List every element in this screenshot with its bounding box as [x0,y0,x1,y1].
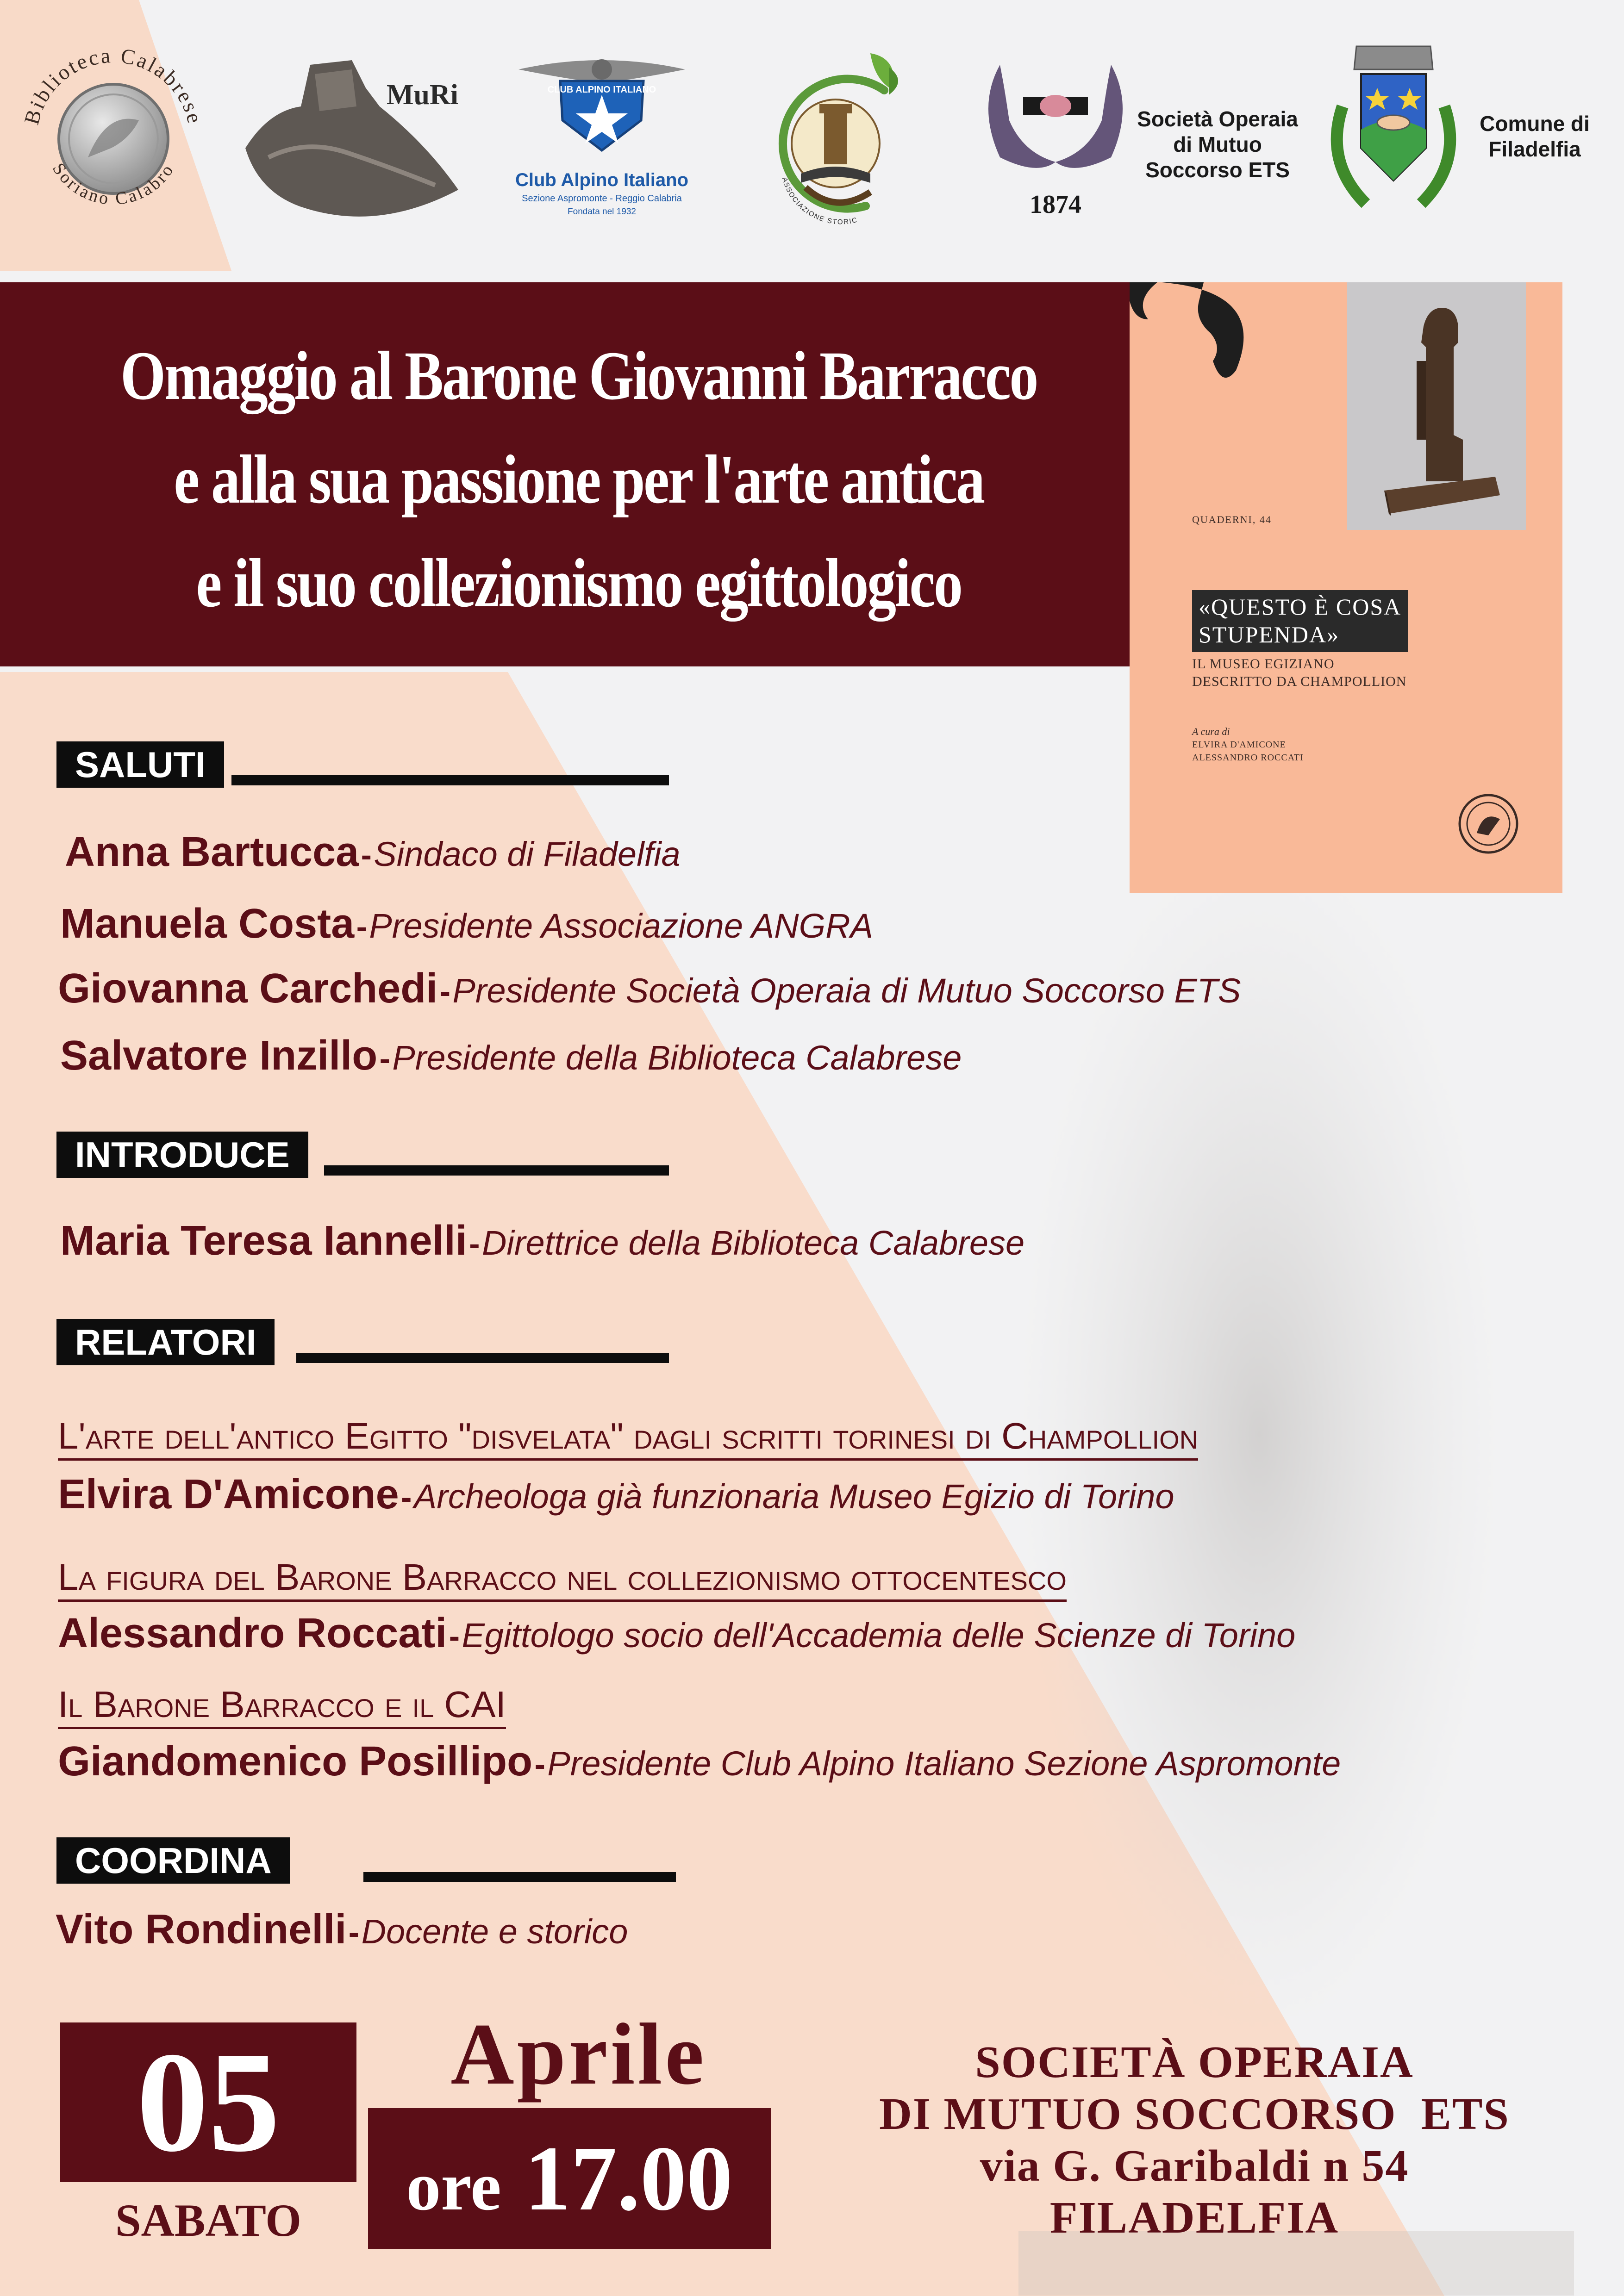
saluti-entry-2 [60,900,873,948]
separator: - [356,908,367,945]
speaker-name: Alessandro Roccati [58,1610,447,1656]
title-line-3: e il suo collezionismo egittologico [196,545,962,622]
section-introduce: INTRODUCE [56,1132,308,1178]
saluti-entry-1 [65,828,681,876]
speaker-name: Maria Teresa Iannelli [60,1218,467,1264]
cai-title: Club Alpino Italiano [515,170,689,190]
relatori-entry-3 [58,1738,1341,1786]
venue-line-4: FILADELFIA [1049,2193,1339,2243]
book-subtitle-line-2: DESCRITTO DA CHAMPOLLION [1192,674,1407,689]
event-month: Aprile [450,2006,707,2103]
event-time-prefix: ore [406,2148,501,2225]
event-time-box [368,2108,771,2249]
separator: - [534,1746,545,1782]
venue-line-1: SOCIETÀ OPERAIA [975,2037,1414,2087]
section-saluti-rule [231,775,669,785]
speaker-role: Presidente Club Alpino Italiano Sezione Aspromonte [547,1744,1341,1783]
speaker-name: Elvira D'Amicone [58,1471,399,1518]
speaker-name: Giovanna Carchedi [58,965,438,1012]
speaker-name: Giandomenico Posillipo [58,1738,533,1785]
book-title-line-1: «QUESTO È COSA [1199,594,1402,620]
angra-tower-icon [750,39,917,234]
section-saluti: SALUTI [56,741,224,788]
venue-line-3: via G. Garibaldi n 54 [980,2141,1409,2191]
academy-seal-icon [1456,791,1521,856]
venue-line-2: DI MUTUO SOCCORSO ETS [879,2089,1510,2139]
laurel-handshake-icon [972,51,1139,180]
svg-text:Biblioteca Calabrese: Biblioteca Calabrese [19,43,207,127]
separator: - [361,837,372,873]
speaker-role: Presidente Associazione ANGRA [369,907,873,945]
cai-subtitle: Sezione Aspromonte - Reggio Calabria [522,193,682,204]
title-line-1: Omaggio al Barone Giovanni Barracco [120,337,1037,414]
coat-of-arms-icon [1324,42,1463,227]
book-editor-2: ALESSANDRO ROCCATI [1192,753,1304,763]
section-coordina-rule [363,1872,676,1882]
separator: - [379,1040,390,1076]
svg-text:ASSOCIAZIONE STORICO CULTURALE: ASSOCIAZIONE STORIC [781,176,859,226]
book-editor-label: A cura di [1192,726,1230,737]
event-time: 17.00 [524,2128,733,2230]
speaker-role: Direttrice della Biblioteca Calabrese [481,1224,1025,1262]
introduce-entry [60,1217,1024,1265]
book-editor-1: ELVIRA D'AMICONE [1192,740,1286,750]
event-weekday: SABATO [115,2195,301,2246]
angra-logo [750,39,917,234]
speaker-name: Vito Rondinelli [56,1906,347,1953]
coordina-entry [56,1906,628,1954]
event-venue [847,2036,1542,2244]
muri-logo-text: MuRi [387,79,458,111]
talk-title-3: Il Barone Barracco e il CAI [58,1682,506,1729]
speaker-role: Sindaco di Filadelfia [374,835,681,873]
separator: - [469,1226,480,1262]
book-subtitle-line-1: IL MUSEO EGIZIANO [1192,656,1335,672]
biblioteca-calabrese-seal [19,42,208,231]
speaker-role: Archeologa già funzionaria Museo Egizio di Torino [413,1477,1174,1516]
separator: - [401,1479,412,1515]
speaker-name: Manuela Costa [60,901,355,947]
cai-founded: Fondata nel 1932 [568,207,636,217]
book-series: QUADERNI, 44 [1192,514,1272,525]
section-relatori-rule [296,1353,669,1363]
cai-eagle-shield-icon [500,51,704,153]
seal-icon [19,42,208,231]
event-title [116,324,1041,635]
book-title-line-2: STUPENDA» [1199,622,1340,647]
speaker-role: Docente e storico [361,1912,628,1951]
saluti-entry-4 [60,1032,962,1080]
separator: - [439,973,451,1009]
speaker-name: Salvatore Inzillo [60,1033,378,1079]
relatori-entry-1 [58,1471,1174,1518]
talk-title-2: La figura del Barone Barracco nel collezionismo ottocentesco [58,1555,1067,1602]
title-line-2: e alla sua passione per l'arte antica [174,441,984,518]
club-alpino-logo [500,51,704,227]
speaker-role: Egittologo socio dell'Accademia delle Scienze di Torino [462,1616,1296,1655]
societa-name: Società Operaia di Mutuo Soccorso ETS [1137,107,1298,182]
section-introduce-rule [324,1165,669,1176]
muri-logo [241,56,472,222]
book-title [1192,590,1408,652]
comune-filadelfia-logo [1324,42,1611,227]
relatori-entry-2 [58,1610,1295,1657]
section-relatori: RELATORI [56,1319,275,1365]
svg-text:CLUB ALPINO ITALIANO: CLUB ALPINO ITALIANO [547,85,656,95]
saluti-entry-3 [58,965,1241,1013]
statue-photo [1347,282,1526,530]
book-cover [1130,282,1562,893]
comune-name: Comune di Filadelfia [1480,112,1590,162]
event-day: 05 [60,2022,356,2182]
separator: - [449,1618,460,1654]
speaker-role: Presidente della Biblioteca Calabrese [392,1039,962,1077]
societa-year: 1874 [1030,190,1081,219]
speaker-name: Anna Bartucca [65,829,359,875]
societa-operaia-logo [972,51,1315,227]
speaker-role: Presidente Società Operaia di Mutuo Soccorso ETS [452,971,1241,1010]
section-coordina: COORDINA [56,1837,290,1884]
egyptian-statue-icon [1347,282,1526,530]
separator: - [348,1914,360,1950]
header-logos [0,0,1624,271]
talk-title-1: L'arte dell'antico Egitto "disvelata" dagli scritti torinesi di Champollion [58,1414,1198,1461]
svg-text:Soriano Calabro: Soriano Calabro [48,159,179,209]
